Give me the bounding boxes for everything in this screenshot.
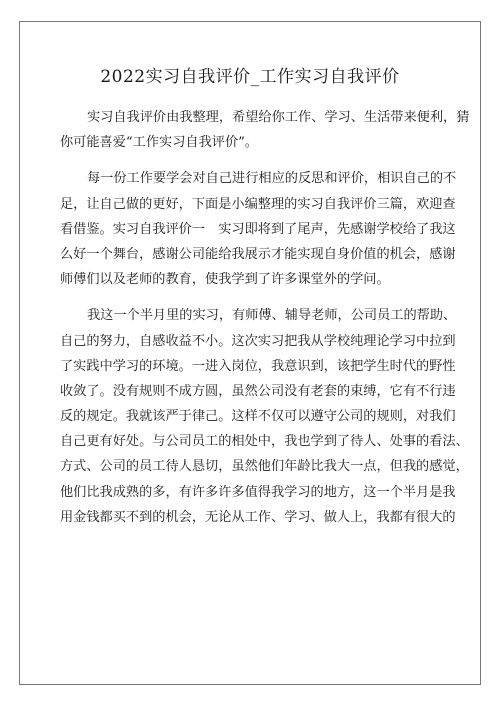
text-line: 自己的努力，自感收益不小。这次实习把我从学校纯理论学习中拉到	[60, 333, 456, 349]
document-title: 2022实习自我评价_工作实习自我评价	[100, 67, 400, 87]
text-line: 师傅们以及老师的教育，使我学到了许多课堂外的学问。	[60, 272, 390, 288]
text-line: 看借鉴。实习自我评价一 实习即将到了尾声，先感谢学校给了我这	[60, 221, 456, 237]
text-line: 方式、公司的员工待人恳切，虽然他们年龄比我大一点，但我的感觉，	[60, 459, 469, 475]
paragraph-reflection	[60, 166, 457, 292]
text-line: 足，让自己做的更好，下面是小编整理的实习自我评价三篇，欢迎查	[60, 196, 456, 212]
text-line: 每一份工作要学会对自己进行相应的反思和评价，相识自己的不	[87, 171, 457, 187]
text-line: 自己更有好处。与公司员工的相处中，我也学到了待人、处事的看法、	[60, 434, 469, 450]
text-line: 了实践中学习的环境。一进入岗位，我意识到，该把学生时代的野性	[60, 358, 456, 374]
text-line: 你可能喜爱“工作实习自我评价”。	[60, 135, 259, 151]
paragraph-experience	[60, 303, 469, 530]
text-line: 实习自我评价由我整理，希望给你工作、学习、生活带来便利，猜	[87, 110, 470, 125]
text-line: 用金钱都买不到的机会，无论从工作、学习、做人上，我都有很大的	[60, 509, 456, 525]
document-body	[60, 105, 470, 530]
text-line: 收敛了。没有规则不成方圆，虽然公司没有老套的束缚，它有不行违	[60, 383, 456, 399]
text-line: 反的规定。我就该严于律己。这样不仅可以遵守公司的规则，对我们	[60, 409, 456, 425]
text-line: 么好一个舞台，感谢公司能给我展示才能实现自身价值的机会，感谢	[60, 246, 456, 262]
text-line: 我这一个半月里的实习，有师傅、辅导老师，公司员工的帮助、	[87, 308, 457, 324]
text-line: 他们比我成熟的多，有许多许多值得我学习的地方，这一个半月是我	[60, 484, 456, 500]
paragraph-intro	[60, 105, 470, 155]
